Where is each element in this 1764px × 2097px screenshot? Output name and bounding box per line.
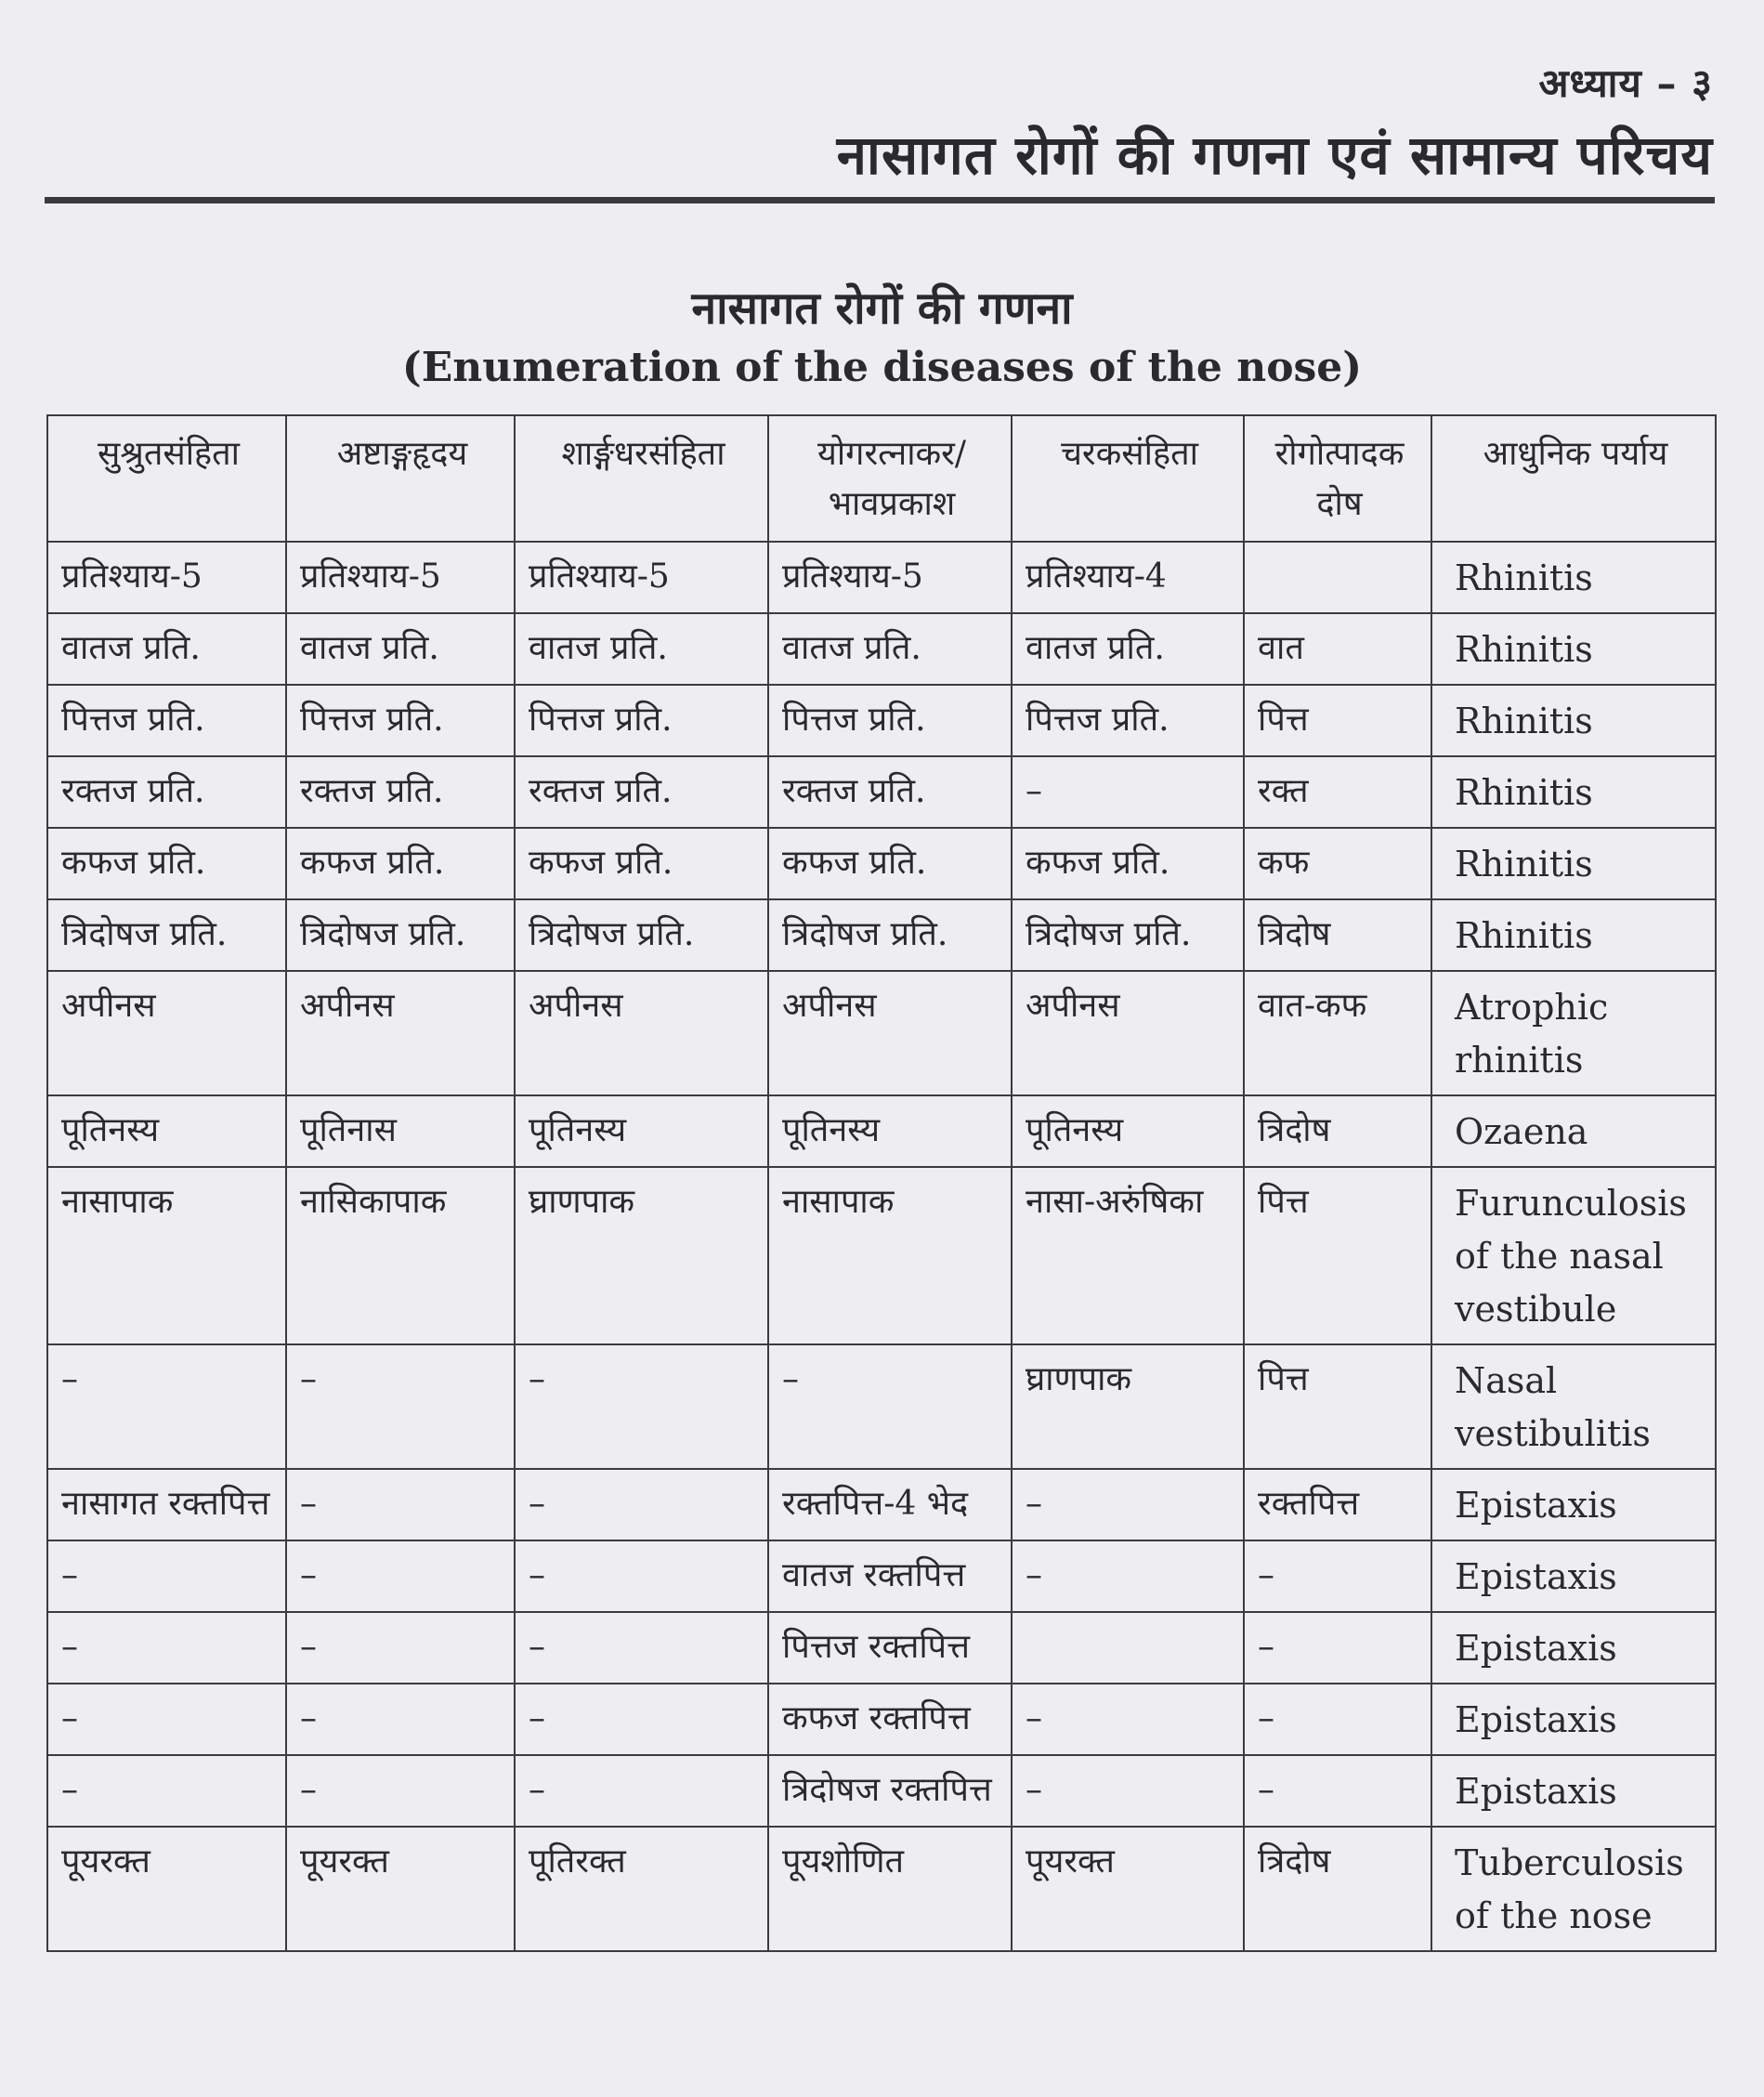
table-cell: – [515,1612,768,1684]
table-row [47,828,1716,899]
table-cell: – [515,1755,768,1827]
table-cell: पित्तज प्रति. [515,685,768,756]
column-header: योगरत्नाकर/ भावप्रकाश [768,415,1012,542]
table-cell: – [515,1469,768,1540]
modern-term-cell: Epistaxis [1431,1540,1716,1612]
table-cell: कफज रक्तपित्त [768,1684,1012,1755]
table-cell: – [286,1540,515,1612]
table-header-row [47,415,1716,542]
table-cell: – [47,1684,286,1755]
table-cell: वातज रक्तपित्त [768,1540,1012,1612]
table-cell: पित्तज प्रति. [47,685,286,756]
section-subtitle: (Enumeration of the diseases of the nose) [401,344,1363,391]
table-cell: वात-कफ [1244,971,1431,1095]
table-cell: – [286,1612,515,1684]
table-cell [1244,542,1431,613]
table-cell: पित्तज प्रति. [286,685,515,756]
table-cell: – [47,1344,286,1469]
table-cell: नासिकापाक [286,1167,515,1344]
chapter-label: अध्याय – ३ [1538,60,1713,106]
table-row [47,971,1716,1095]
table-row [47,899,1716,971]
table-cell: पूतिनास [286,1095,515,1167]
table-cell: पित्तज प्रति. [768,685,1012,756]
modern-term-cell: Rhinitis [1431,899,1716,971]
table-cell: – [286,1344,515,1469]
table-cell: पूयशोणित [768,1827,1012,1951]
column-header: शार्ङ्गधरसंहिता [515,415,768,542]
table-row [47,613,1716,685]
table-cell: वातज प्रति. [286,613,515,685]
column-header: सुश्रुतसंहिता [47,415,286,542]
table-row [47,1167,1716,1344]
table-cell: रक्त [1244,756,1431,828]
table-cell: रक्तपित्त [1244,1469,1431,1540]
table-row [47,1540,1716,1612]
table-cell: पूतिनस्य [768,1095,1012,1167]
table-row [47,1344,1716,1469]
table-cell: अपीनस [47,971,286,1095]
table-cell: नासापाक [47,1167,286,1344]
modern-term-cell: Rhinitis [1431,756,1716,828]
table-cell: वातज प्रति. [47,613,286,685]
column-header: रोगोत्पादक दोष [1244,415,1431,542]
table-cell: – [47,1612,286,1684]
table-cell: कफ [1244,828,1431,899]
table-cell: अपीनस [286,971,515,1095]
table-cell: पूतिनस्य [1012,1095,1244,1167]
table-cell: वातज प्रति. [1012,613,1244,685]
table-cell: त्रिदोषज रक्तपित्त [768,1755,1012,1827]
modern-term-cell: Epistaxis [1431,1684,1716,1755]
table-row [47,1469,1716,1540]
table-cell: – [1244,1540,1431,1612]
modern-term-cell: Epistaxis [1431,1612,1716,1684]
column-header: आधुनिक पर्याय [1431,415,1716,542]
table-cell: – [515,1344,768,1469]
table-cell: पूतिनस्य [47,1095,286,1167]
table-row [47,685,1716,756]
table-cell: वातज प्रति. [768,613,1012,685]
table-cell: त्रिदोषज प्रति. [1012,899,1244,971]
table-cell: कफज प्रति. [768,828,1012,899]
table-cell: – [1244,1755,1431,1827]
modern-term-cell: Ozaena [1431,1095,1716,1167]
table-row [47,756,1716,828]
table-cell: त्रिदोष [1244,1095,1431,1167]
table-cell: – [1012,756,1244,828]
table-cell: अपीनस [515,971,768,1095]
table-cell: पित्तज रक्तपित्त [768,1612,1012,1684]
table-cell: प्रतिश्याय-5 [47,542,286,613]
table-row [47,1827,1716,1951]
table-cell: त्रिदोष [1244,899,1431,971]
table-cell: कफज प्रति. [515,828,768,899]
table-cell: पूयरक्त [286,1827,515,1951]
table-row [47,1612,1716,1684]
modern-term-cell: Epistaxis [1431,1469,1716,1540]
modern-term-cell: Rhinitis [1431,828,1716,899]
table-cell: – [1012,1755,1244,1827]
table-cell: वात [1244,613,1431,685]
modern-term-cell: Rhinitis [1431,613,1716,685]
table-cell: नासा-अरुंषिका [1012,1167,1244,1344]
table-cell: – [47,1540,286,1612]
table-cell [1012,1612,1244,1684]
table-cell: घ्राणपाक [1012,1344,1244,1469]
table-cell: – [286,1469,515,1540]
modern-term-cell: Nasal vestibulitis [1431,1344,1716,1469]
chapter-title: नासागत रोगों की गणना एवं सामान्य परिचय [836,124,1713,187]
table-body [47,542,1716,1951]
modern-term-cell: Rhinitis [1431,542,1716,613]
section-title: नासागत रोगों की गणना [691,282,1073,334]
table-cell: पूयरक्त [1012,1827,1244,1951]
table-cell: – [286,1684,515,1755]
modern-term-cell: Rhinitis [1431,685,1716,756]
table-cell: पित्त [1244,1344,1431,1469]
table-cell: अपीनस [1012,971,1244,1095]
table-cell: त्रिदोषज प्रति. [515,899,768,971]
table-cell: – [286,1755,515,1827]
table-cell: रक्तपित्त-4 भेद [768,1469,1012,1540]
table-cell: – [1012,1540,1244,1612]
table-cell: पित्तज प्रति. [1012,685,1244,756]
header-rule [45,197,1715,203]
table-cell: प्रतिश्याय-5 [515,542,768,613]
table-cell: घ्राणपाक [515,1167,768,1344]
disease-table [46,414,1717,1952]
table-cell: – [1244,1612,1431,1684]
table-cell: नासागत रक्तपित्त [47,1469,286,1540]
table-cell: वातज प्रति. [515,613,768,685]
table-cell: नासापाक [768,1167,1012,1344]
table-cell: – [515,1540,768,1612]
table-cell: कफज प्रति. [1012,828,1244,899]
table-cell: त्रिदोषज प्रति. [47,899,286,971]
table-cell: पूतिरक्त [515,1827,768,1951]
modern-term-cell: Tuberculosis of the nose [1431,1827,1716,1951]
table-cell: प्रतिश्याय-4 [1012,542,1244,613]
table-cell: – [515,1684,768,1755]
table-cell: – [47,1755,286,1827]
table-row [47,1755,1716,1827]
table-cell: – [1012,1469,1244,1540]
table-cell: पूतिनस्य [515,1095,768,1167]
table-cell: अपीनस [768,971,1012,1095]
table-row [47,542,1716,613]
table-cell: रक्तज प्रति. [286,756,515,828]
table-cell: त्रिदोषज प्रति. [286,899,515,971]
table-cell: रक्तज प्रति. [47,756,286,828]
table-cell: – [768,1344,1012,1469]
table-cell: कफज प्रति. [47,828,286,899]
modern-term-cell: Furunculosis of the nasal vestibule [1431,1167,1716,1344]
table-cell: कफज प्रति. [286,828,515,899]
column-header: अष्टाङ्गहृदय [286,415,515,542]
modern-term-cell: Atrophic rhinitis [1431,971,1716,1095]
table-cell: रक्तज प्रति. [768,756,1012,828]
table-cell: त्रिदोषज प्रति. [768,899,1012,971]
table-cell: पित्त [1244,685,1431,756]
table-cell: पूयरक्त [47,1827,286,1951]
table-cell: त्रिदोष [1244,1827,1431,1951]
table-row [47,1095,1716,1167]
table-cell: रक्तज प्रति. [515,756,768,828]
table-cell: प्रतिश्याय-5 [286,542,515,613]
table-row [47,1684,1716,1755]
table-cell: – [1012,1684,1244,1755]
table-cell: पित्त [1244,1167,1431,1344]
column-header: चरकसंहिता [1012,415,1244,542]
table-cell: – [1244,1684,1431,1755]
modern-term-cell: Epistaxis [1431,1755,1716,1827]
table-cell: प्रतिश्याय-5 [768,542,1012,613]
